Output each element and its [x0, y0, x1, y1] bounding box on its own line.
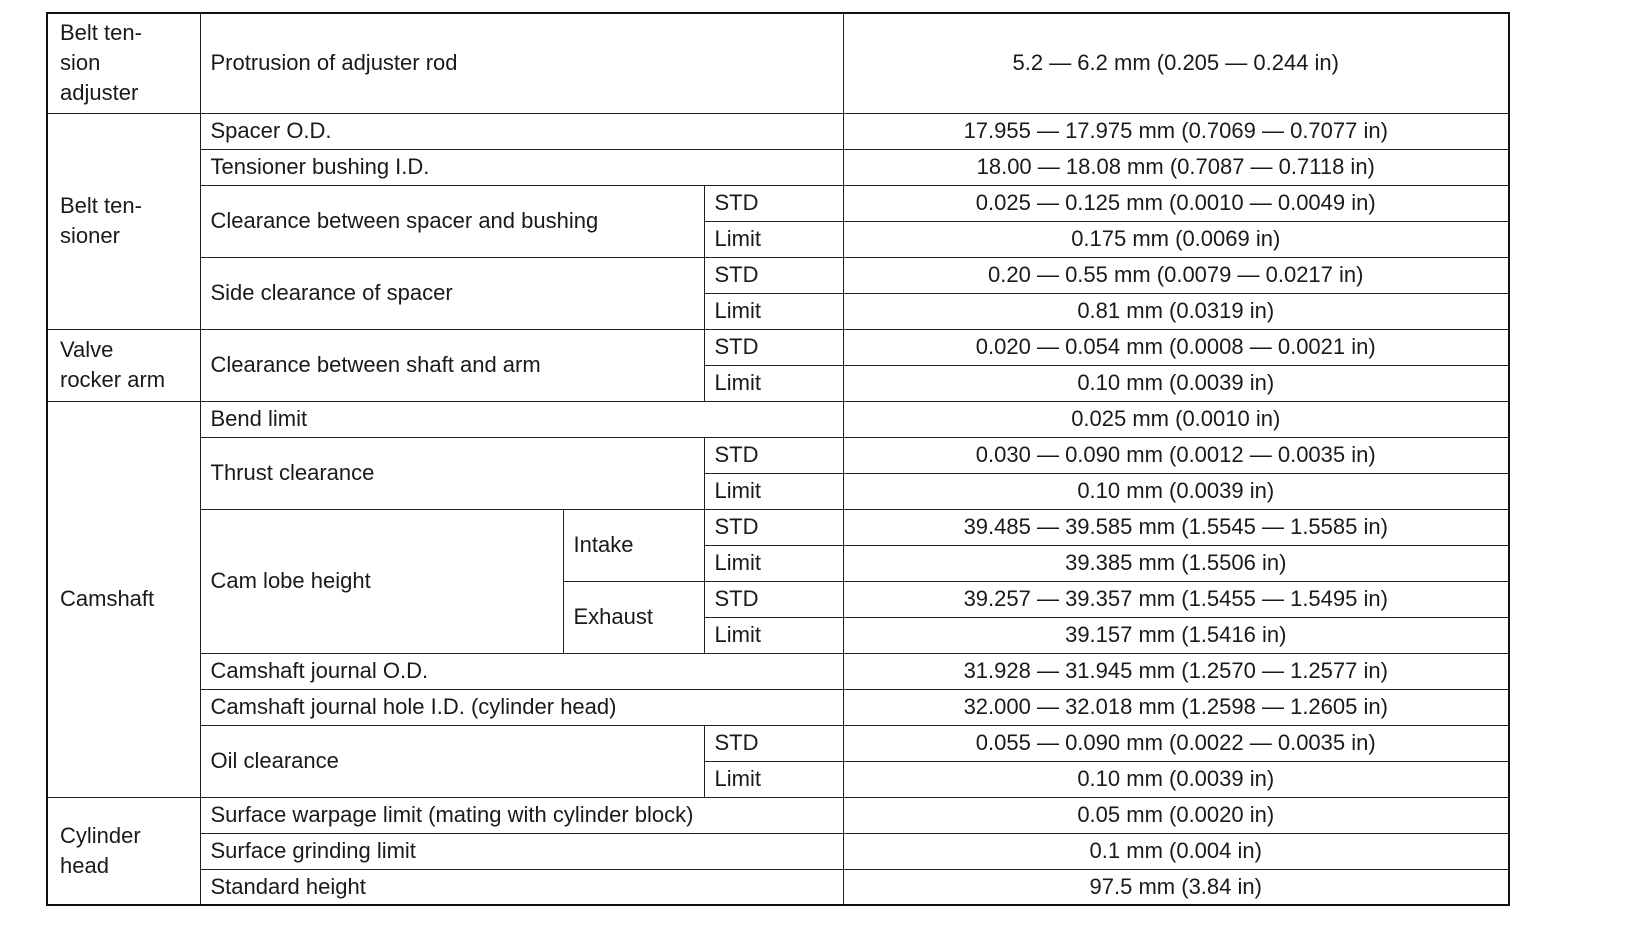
- item-side-clearance-of-spacer: Side clearance of spacer: [200, 257, 704, 329]
- value-clearance-shaft-arm-std: 0.020 — 0.054 mm (0.0008 — 0.0021 in): [843, 329, 1509, 365]
- limit-label: Limit: [704, 761, 843, 797]
- value-thrust-clearance-std: 0.030 — 0.090 mm (0.0012 — 0.0035 in): [843, 437, 1509, 473]
- value-clearance-shaft-arm-limit: 0.10 mm (0.0039 in): [843, 365, 1509, 401]
- item-standard-height: Standard height: [200, 869, 843, 905]
- category-belt-tensioner: [47, 113, 200, 329]
- table-row: [47, 113, 1509, 149]
- category-belt-tension-adjuster: [47, 13, 200, 113]
- value-surface-grinding-limit: 0.1 mm (0.004 in): [843, 833, 1509, 869]
- item-oil-clearance: Oil clearance: [200, 725, 704, 797]
- table-row: [47, 833, 1509, 869]
- value-thrust-clearance-limit: 0.10 mm (0.0039 in): [843, 473, 1509, 509]
- value-oil-clearance-limit: 0.10 mm (0.0039 in): [843, 761, 1509, 797]
- item-thrust-clearance: Thrust clearance: [200, 437, 704, 509]
- sub-item-intake: Intake: [563, 509, 704, 581]
- table-row: [47, 329, 1509, 365]
- value-cam-lobe-intake-limit: 39.385 mm (1.5506 in): [843, 545, 1509, 581]
- value-spacer-od: 17.955 — 17.975 mm (0.7069 — 0.7077 in): [843, 113, 1509, 149]
- item-cam-lobe-height: Cam lobe height: [200, 509, 563, 653]
- item-tensioner-bushing-id: Tensioner bushing I.D.: [200, 149, 843, 185]
- item-surface-warpage-limit: Surface warpage limit (mating with cylinder block): [200, 797, 843, 833]
- category-label: Belt ten- sioner: [60, 193, 142, 248]
- value-side-clearance-std: 0.20 — 0.55 mm (0.0079 — 0.0217 in): [843, 257, 1509, 293]
- table-row: [47, 437, 1509, 473]
- std-label: STD: [704, 257, 843, 293]
- value-cam-lobe-exhaust-limit: 39.157 mm (1.5416 in): [843, 617, 1509, 653]
- item-camshaft-journal-hole-id: Camshaft journal hole I.D. (cylinder head): [200, 689, 843, 725]
- table-row: [47, 13, 1509, 113]
- limit-label: Limit: [704, 293, 843, 329]
- value-cam-lobe-exhaust-std: 39.257 — 39.357 mm (1.5455 — 1.5495 in): [843, 581, 1509, 617]
- value-bend-limit: 0.025 mm (0.0010 in): [843, 401, 1509, 437]
- spec-table: [46, 12, 1510, 906]
- value-tensioner-bushing-id: 18.00 — 18.08 mm (0.7087 — 0.7118 in): [843, 149, 1509, 185]
- table-row: [47, 257, 1509, 293]
- value-clearance-spacer-bushing-std: 0.025 — 0.125 mm (0.0010 — 0.0049 in): [843, 185, 1509, 221]
- std-label: STD: [704, 185, 843, 221]
- value-camshaft-journal-hole-id: 32.000 — 32.018 mm (1.2598 — 1.2605 in): [843, 689, 1509, 725]
- std-label: STD: [704, 581, 843, 617]
- table-row: [47, 689, 1509, 725]
- item-camshaft-journal-od: Camshaft journal O.D.: [200, 653, 843, 689]
- limit-label: Limit: [704, 545, 843, 581]
- value-oil-clearance-std: 0.055 — 0.090 mm (0.0022 — 0.0035 in): [843, 725, 1509, 761]
- limit-label: Limit: [704, 365, 843, 401]
- table-row: [47, 725, 1509, 761]
- category-label: Valve rocker arm: [60, 337, 166, 392]
- value-surface-warpage-limit: 0.05 mm (0.0020 in): [843, 797, 1509, 833]
- item-clearance-shaft-arm: Clearance between shaft and arm: [200, 329, 704, 401]
- table-row: [47, 869, 1509, 905]
- sub-item-exhaust: Exhaust: [563, 581, 704, 653]
- value-camshaft-journal-od: 31.928 — 31.945 mm (1.2570 — 1.2577 in): [843, 653, 1509, 689]
- std-label: STD: [704, 725, 843, 761]
- item-surface-grinding-limit: Surface grinding limit: [200, 833, 843, 869]
- value-cam-lobe-intake-std: 39.485 — 39.585 mm (1.5545 — 1.5585 in): [843, 509, 1509, 545]
- item-protrusion-of-adjuster-rod: Protrusion of adjuster rod: [200, 13, 843, 113]
- limit-label: Limit: [704, 473, 843, 509]
- category-cylinder-head: [47, 797, 200, 905]
- limit-label: Limit: [704, 221, 843, 257]
- value-protrusion-of-adjuster-rod: 5.2 — 6.2 mm (0.205 — 0.244 in): [843, 13, 1509, 113]
- table-row: [47, 797, 1509, 833]
- category-label: Belt ten- sion adjuster: [60, 20, 142, 106]
- category-camshaft: Camshaft: [47, 401, 200, 797]
- item-clearance-spacer-bushing: Clearance between spacer and bushing: [200, 185, 704, 257]
- table-row: [47, 509, 1509, 545]
- value-side-clearance-limit: 0.81 mm (0.0319 in): [843, 293, 1509, 329]
- std-label: STD: [704, 509, 843, 545]
- item-spacer-od: Spacer O.D.: [200, 113, 843, 149]
- std-label: STD: [704, 437, 843, 473]
- std-label: STD: [704, 329, 843, 365]
- table-row: [47, 653, 1509, 689]
- item-bend-limit: Bend limit: [200, 401, 843, 437]
- limit-label: Limit: [704, 617, 843, 653]
- table-row: [47, 149, 1509, 185]
- table-row: [47, 401, 1509, 437]
- category-valve-rocker-arm: [47, 329, 200, 401]
- table-row: [47, 185, 1509, 221]
- value-clearance-spacer-bushing-limit: 0.175 mm (0.0069 in): [843, 221, 1509, 257]
- category-label: Cylinder head: [60, 822, 141, 878]
- value-standard-height: 97.5 mm (3.84 in): [843, 869, 1509, 905]
